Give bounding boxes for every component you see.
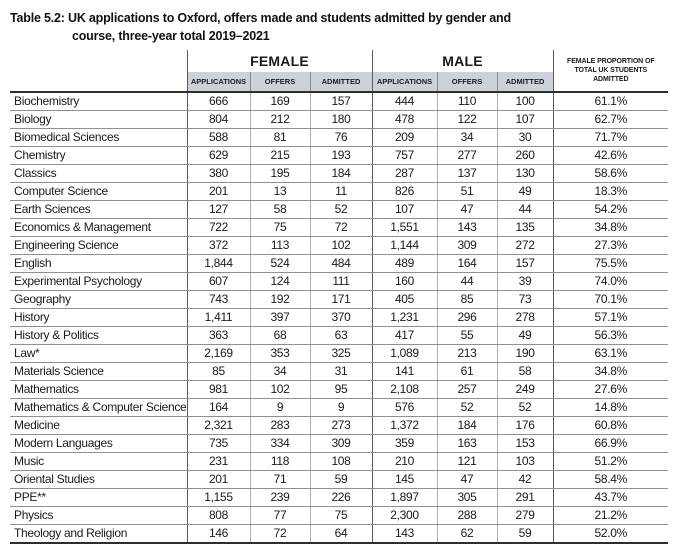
value-cell: 2,169 [187, 345, 250, 363]
value-cell: 9 [310, 399, 372, 417]
value-cell: 1,897 [372, 489, 437, 507]
value-cell: 30 [497, 129, 553, 147]
female-proportion-cell: 34.8% [553, 219, 668, 237]
value-cell: 283 [250, 417, 310, 435]
value-cell: 288 [437, 507, 497, 525]
value-cell: 226 [310, 489, 372, 507]
value-cell: 52 [497, 399, 553, 417]
corner-cell [10, 50, 187, 72]
value-cell: 184 [310, 165, 372, 183]
course-name: PPE** [10, 489, 187, 507]
table-row [10, 92, 668, 111]
value-cell: 72 [250, 525, 310, 544]
female-proportion-cell: 60.8% [553, 417, 668, 435]
value-cell: 64 [310, 525, 372, 544]
value-cell: 215 [250, 147, 310, 165]
value-cell: 157 [310, 92, 372, 111]
female-proportion-cell: 18.3% [553, 183, 668, 201]
value-cell: 826 [372, 183, 437, 201]
value-cell: 524 [250, 255, 310, 273]
course-name: Biomedical Sciences [10, 129, 187, 147]
value-cell: 588 [187, 129, 250, 147]
course-name: Oriental Studies [10, 471, 187, 489]
value-cell: 576 [372, 399, 437, 417]
value-cell: 73 [497, 291, 553, 309]
female-proportion-cell: 58.6% [553, 165, 668, 183]
course-name: English [10, 255, 187, 273]
value-cell: 272 [497, 237, 553, 255]
table-row [10, 291, 668, 309]
female-proportion-cell: 14.8% [553, 399, 668, 417]
value-cell: 629 [187, 147, 250, 165]
value-cell: 279 [497, 507, 553, 525]
value-cell: 278 [497, 309, 553, 327]
course-name: Modern Languages [10, 435, 187, 453]
table-row [10, 381, 668, 399]
value-cell: 808 [187, 507, 250, 525]
value-cell: 193 [310, 147, 372, 165]
table-row [10, 237, 668, 255]
value-cell: 34 [250, 363, 310, 381]
table-row [10, 201, 668, 219]
female-proportion-cell: 27.6% [553, 381, 668, 399]
value-cell: 169 [250, 92, 310, 111]
course-name: Theology and Religion [10, 525, 187, 544]
table-body [10, 92, 668, 543]
value-cell: 47 [437, 201, 497, 219]
value-cell: 102 [310, 237, 372, 255]
value-cell: 62 [437, 525, 497, 544]
table-row [10, 255, 668, 273]
table-row [10, 525, 668, 544]
table-row [10, 453, 668, 471]
course-name: Biology [10, 111, 187, 129]
value-cell: 145 [372, 471, 437, 489]
value-cell: 113 [250, 237, 310, 255]
course-name: Earth Sciences [10, 201, 187, 219]
value-cell: 478 [372, 111, 437, 129]
female-proportion-cell: 42.6% [553, 147, 668, 165]
female-proportion-cell: 43.7% [553, 489, 668, 507]
value-cell: 231 [187, 453, 250, 471]
value-cell: 39 [497, 273, 553, 291]
value-cell: 110 [437, 92, 497, 111]
value-cell: 59 [310, 471, 372, 489]
table-row [10, 507, 668, 525]
table-caption-line1: Table 5.2: UK applications to Oxford, offers made and students admitted by gender and [10, 11, 511, 25]
value-cell: 1,372 [372, 417, 437, 435]
value-cell: 325 [310, 345, 372, 363]
value-cell: 260 [497, 147, 553, 165]
value-cell: 75 [250, 219, 310, 237]
value-cell: 1,155 [187, 489, 250, 507]
female-admitted-header: ADMITTED [310, 72, 372, 92]
value-cell: 1,411 [187, 309, 250, 327]
table-row [10, 165, 668, 183]
course-name: Experimental Psychology [10, 273, 187, 291]
proportion-column-header: FEMALE PROPORTION OF TOTAL UK STUDENTS ADMITTED [553, 50, 668, 92]
value-cell: 13 [250, 183, 310, 201]
value-cell: 9 [250, 399, 310, 417]
table-row [10, 363, 668, 381]
value-cell: 143 [372, 525, 437, 544]
value-cell: 59 [497, 525, 553, 544]
value-cell: 180 [310, 111, 372, 129]
value-cell: 157 [497, 255, 553, 273]
value-cell: 489 [372, 255, 437, 273]
value-cell: 405 [372, 291, 437, 309]
female-offers-header: OFFERS [250, 72, 310, 92]
value-cell: 309 [310, 435, 372, 453]
value-cell: 102 [250, 381, 310, 399]
value-cell: 143 [437, 219, 497, 237]
value-cell: 44 [437, 273, 497, 291]
value-cell: 743 [187, 291, 250, 309]
value-cell: 137 [437, 165, 497, 183]
female-proportion-cell: 66.9% [553, 435, 668, 453]
value-cell: 372 [187, 237, 250, 255]
value-cell: 380 [187, 165, 250, 183]
value-cell: 277 [437, 147, 497, 165]
course-name: Chemistry [10, 147, 187, 165]
table-row [10, 345, 668, 363]
course-name: Law* [10, 345, 187, 363]
value-cell: 108 [310, 453, 372, 471]
female-proportion-cell: 52.0% [553, 525, 668, 544]
course-name: History [10, 309, 187, 327]
course-name: Engineering Science [10, 237, 187, 255]
female-proportion-cell: 51.2% [553, 453, 668, 471]
course-name: History & Politics [10, 327, 187, 345]
female-proportion-cell: 21.2% [553, 507, 668, 525]
female-applications-header: APPLICATIONS [187, 72, 250, 92]
value-cell: 68 [250, 327, 310, 345]
table-row [10, 219, 668, 237]
value-cell: 444 [372, 92, 437, 111]
table-row [10, 417, 668, 435]
table-row [10, 327, 668, 345]
value-cell: 1,144 [372, 237, 437, 255]
value-cell: 2,108 [372, 381, 437, 399]
value-cell: 722 [187, 219, 250, 237]
value-cell: 34 [437, 129, 497, 147]
value-cell: 981 [187, 381, 250, 399]
table-row [10, 309, 668, 327]
table-row [10, 471, 668, 489]
value-cell: 334 [250, 435, 310, 453]
value-cell: 201 [187, 471, 250, 489]
value-cell: 164 [187, 399, 250, 417]
value-cell: 72 [310, 219, 372, 237]
value-cell: 47 [437, 471, 497, 489]
female-proportion-cell: 75.5% [553, 255, 668, 273]
value-cell: 52 [437, 399, 497, 417]
value-cell: 1,231 [372, 309, 437, 327]
female-group-header: FEMALE [187, 50, 372, 72]
table-row [10, 147, 668, 165]
table-row [10, 435, 668, 453]
female-proportion-cell: 62.7% [553, 111, 668, 129]
course-name: Computer Science [10, 183, 187, 201]
value-cell: 49 [497, 327, 553, 345]
value-cell: 103 [497, 453, 553, 471]
value-cell: 124 [250, 273, 310, 291]
value-cell: 210 [372, 453, 437, 471]
table-row [10, 489, 668, 507]
value-cell: 153 [497, 435, 553, 453]
value-cell: 359 [372, 435, 437, 453]
value-cell: 363 [187, 327, 250, 345]
male-offers-header: OFFERS [437, 72, 497, 92]
value-cell: 192 [250, 291, 310, 309]
value-cell: 607 [187, 273, 250, 291]
female-proportion-cell: 58.4% [553, 471, 668, 489]
value-cell: 63 [310, 327, 372, 345]
value-cell: 49 [497, 183, 553, 201]
table-row [10, 399, 668, 417]
male-applications-header: APPLICATIONS [372, 72, 437, 92]
value-cell: 107 [372, 201, 437, 219]
value-cell: 291 [497, 489, 553, 507]
course-name: Economics & Management [10, 219, 187, 237]
value-cell: 370 [310, 309, 372, 327]
course-name: Classics [10, 165, 187, 183]
admissions-table [10, 50, 668, 544]
value-cell: 484 [310, 255, 372, 273]
value-cell: 85 [187, 363, 250, 381]
table-caption [10, 10, 678, 45]
value-cell: 121 [437, 453, 497, 471]
value-cell: 111 [310, 273, 372, 291]
value-cell: 81 [250, 129, 310, 147]
course-name: Mathematics [10, 381, 187, 399]
value-cell: 1,844 [187, 255, 250, 273]
female-proportion-cell: 56.3% [553, 327, 668, 345]
table-row [10, 111, 668, 129]
value-cell: 184 [437, 417, 497, 435]
female-proportion-cell: 34.8% [553, 363, 668, 381]
value-cell: 52 [310, 201, 372, 219]
value-cell: 77 [250, 507, 310, 525]
value-cell: 666 [187, 92, 250, 111]
value-cell: 309 [437, 237, 497, 255]
value-cell: 61 [437, 363, 497, 381]
value-cell: 212 [250, 111, 310, 129]
value-cell: 118 [250, 453, 310, 471]
value-cell: 11 [310, 183, 372, 201]
value-cell: 107 [497, 111, 553, 129]
value-cell: 176 [497, 417, 553, 435]
value-cell: 58 [250, 201, 310, 219]
table-row [10, 129, 668, 147]
corner-cell-2 [10, 72, 187, 92]
male-group-header: MALE [372, 50, 553, 72]
female-proportion-cell: 27.3% [553, 237, 668, 255]
value-cell: 201 [187, 183, 250, 201]
course-name: Biochemistry [10, 92, 187, 111]
value-cell: 190 [497, 345, 553, 363]
value-cell: 31 [310, 363, 372, 381]
value-cell: 257 [437, 381, 497, 399]
table-header [10, 50, 668, 92]
female-proportion-cell: 57.1% [553, 309, 668, 327]
value-cell: 135 [497, 219, 553, 237]
course-name: Medicine [10, 417, 187, 435]
female-proportion-cell: 63.1% [553, 345, 668, 363]
value-cell: 95 [310, 381, 372, 399]
value-cell: 76 [310, 129, 372, 147]
value-cell: 1,551 [372, 219, 437, 237]
value-cell: 44 [497, 201, 553, 219]
value-cell: 239 [250, 489, 310, 507]
female-proportion-cell: 70.1% [553, 291, 668, 309]
value-cell: 160 [372, 273, 437, 291]
value-cell: 2,300 [372, 507, 437, 525]
value-cell: 195 [250, 165, 310, 183]
value-cell: 58 [497, 363, 553, 381]
value-cell: 55 [437, 327, 497, 345]
value-cell: 804 [187, 111, 250, 129]
male-admitted-header: ADMITTED [497, 72, 553, 92]
value-cell: 146 [187, 525, 250, 544]
value-cell: 75 [310, 507, 372, 525]
value-cell: 735 [187, 435, 250, 453]
value-cell: 2,321 [187, 417, 250, 435]
table-row [10, 273, 668, 291]
course-name: Music [10, 453, 187, 471]
female-proportion-cell: 74.0% [553, 273, 668, 291]
value-cell: 71 [250, 471, 310, 489]
course-name: Mathematics & Computer Science [10, 399, 187, 417]
group-header-row [10, 50, 668, 72]
course-name: Geography [10, 291, 187, 309]
value-cell: 213 [437, 345, 497, 363]
table-row [10, 183, 668, 201]
value-cell: 305 [437, 489, 497, 507]
value-cell: 122 [437, 111, 497, 129]
value-cell: 757 [372, 147, 437, 165]
value-cell: 100 [497, 92, 553, 111]
value-cell: 417 [372, 327, 437, 345]
value-cell: 171 [310, 291, 372, 309]
female-proportion-cell: 71.7% [553, 129, 668, 147]
value-cell: 163 [437, 435, 497, 453]
female-proportion-cell: 54.2% [553, 201, 668, 219]
course-name: Physics [10, 507, 187, 525]
value-cell: 296 [437, 309, 497, 327]
value-cell: 397 [250, 309, 310, 327]
value-cell: 127 [187, 201, 250, 219]
value-cell: 42 [497, 471, 553, 489]
value-cell: 85 [437, 291, 497, 309]
course-name: Materials Science [10, 363, 187, 381]
value-cell: 164 [437, 255, 497, 273]
value-cell: 209 [372, 129, 437, 147]
value-cell: 1,089 [372, 345, 437, 363]
female-proportion-cell: 61.1% [553, 92, 668, 111]
value-cell: 273 [310, 417, 372, 435]
value-cell: 51 [437, 183, 497, 201]
value-cell: 249 [497, 381, 553, 399]
value-cell: 353 [250, 345, 310, 363]
value-cell: 141 [372, 363, 437, 381]
value-cell: 287 [372, 165, 437, 183]
table-caption-line2: course, three-year total 2019–2021 [72, 28, 270, 43]
value-cell: 130 [497, 165, 553, 183]
